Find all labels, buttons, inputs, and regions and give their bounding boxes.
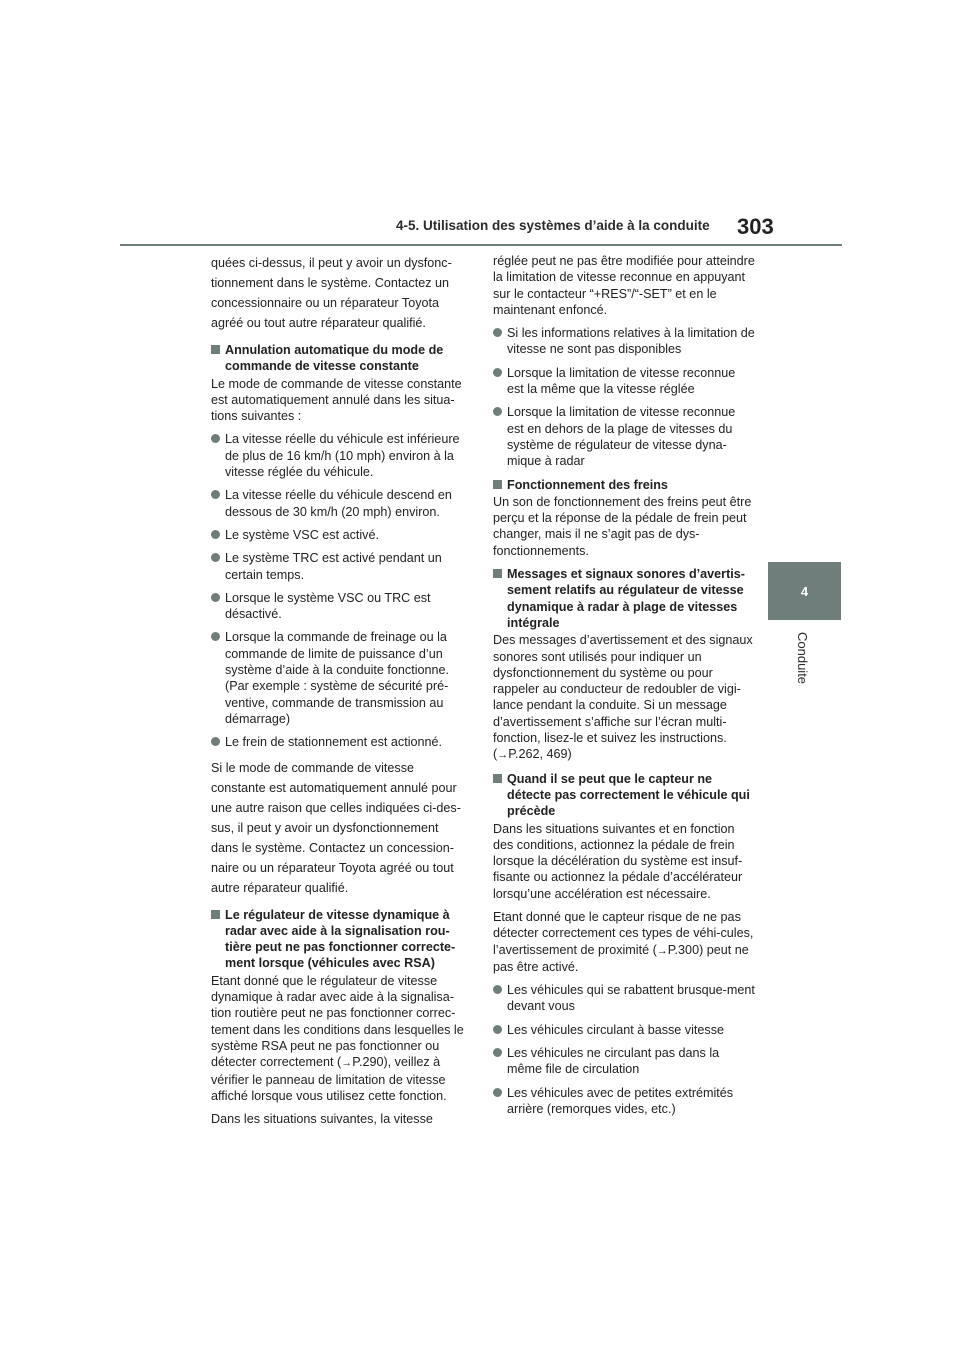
section-heading: Quand il se peut que le capteur ne détecte pas correctement le véhicule qui précède bbox=[493, 771, 755, 820]
circle-bullet-icon bbox=[493, 325, 507, 358]
square-bullet-icon bbox=[493, 771, 507, 820]
list-item: La vitesse réelle du véhicule est inférieure de plus de 16 km/h (10 mph) environ à la vitesse réglée du véhicule. bbox=[211, 431, 468, 480]
paragraph: Si le mode de commande de vitesse bbox=[211, 760, 415, 775]
circle-bullet-icon bbox=[493, 1085, 507, 1118]
page-header-title: 4-5. Utilisation des systèmes d’aide à la conduite bbox=[396, 218, 710, 233]
page-reference: P.300 bbox=[667, 942, 700, 957]
paragraph: Etant donné que le régulateur de vitesse dynamique à radar avec aide à la signalisa-tion routière peut ne pas fonctionner correc-tement dans les conditions dans lesquelles le système RSA peut ne pas fonctionner ou détecter correctement (→P.290), veillez à vérifier le panneau de limitation de vitesse affiché lorsque vous utilisez cette fonction. bbox=[211, 973, 464, 1103]
square-bullet-icon bbox=[211, 342, 225, 375]
section-heading: Annulation automatique du mode de commande de vitesse constante bbox=[211, 342, 468, 375]
list-item: Lorsque le système VSC ou TRC est désactivé. bbox=[211, 590, 468, 623]
circle-bullet-icon bbox=[211, 431, 225, 480]
paragraph: tionnement dans le système. Contactez un bbox=[211, 276, 450, 290]
section-heading: Messages et signaux sonores d’avertis-sement relatifs au régulateur de vitesse dynamique à radar à plage de vitesses intégrale bbox=[493, 566, 755, 631]
paragraph: quées ci-dessus, il peut y avoir un dysfonc- bbox=[211, 256, 452, 270]
list-item: Lorsque la limitation de vitesse reconnue est en dehors de la plage de vitesses du système de régulateur de vitesse dyna-mique à radar bbox=[493, 404, 755, 469]
paragraph: concessionnaire ou un réparateur Toyota bbox=[211, 296, 440, 310]
list-item: Les véhicules qui se rabattent brusque-ment devant vous bbox=[493, 982, 755, 1015]
arrow-right-icon: → bbox=[341, 1057, 353, 1070]
right-column bbox=[493, 253, 755, 1124]
list-item: Le système VSC est activé. bbox=[211, 527, 468, 543]
circle-bullet-icon bbox=[211, 629, 225, 727]
page-reference: P.290 bbox=[352, 1055, 384, 1070]
list-item: Lorsque la commande de freinage ou la commande de limite de puissance d’un système d’aide à la conduite fonctionne. (Par exemple : système de sécurité pré-ventive, commande de transmission au démarrage) bbox=[211, 629, 468, 727]
square-bullet-icon bbox=[493, 477, 507, 493]
section-heading: Le régulateur de vitesse dynamique à radar avec aide à la signalisation rou-tière peut ne pas fonctionner correcte-ment lorsque (véhicules avec RSA) bbox=[211, 907, 468, 972]
paragraph: Un son de fonctionnement des freins peut être perçu et la réponse de la pédale de frein peut changer, mais il ne s’agit pas de dys-fonctionnements. bbox=[493, 494, 752, 558]
paragraph: Dans les situations suivantes, la vitesse bbox=[211, 1112, 433, 1127]
paragraph: constante est automatiquement annulé pour bbox=[211, 780, 457, 795]
circle-bullet-icon bbox=[493, 404, 507, 469]
list-item: Le frein de stationnement est actionné. bbox=[211, 734, 468, 750]
circle-bullet-icon bbox=[493, 982, 507, 1015]
paragraph: Dans les situations suivantes et en fonction des conditions, actionnez la pédale de frein lorsque la décélération du système est insuf-fisante ou actionnez la pédale d’accélérateur lorsqu’une accélération est nécessaire. bbox=[493, 821, 743, 901]
section-heading: Fonctionnement des freins bbox=[493, 477, 755, 493]
circle-bullet-icon bbox=[211, 590, 225, 623]
paragraph: agréé ou tout autre réparateur qualifié. bbox=[211, 316, 426, 330]
paragraph: autre réparateur qualifié. bbox=[211, 880, 349, 895]
circle-bullet-icon bbox=[211, 527, 225, 543]
left-column bbox=[211, 253, 468, 1134]
paragraph: Etant donné que le capteur risque de ne pas détecter correctement ces types de véhi-cules, l’avertissement de proximité (→P.300) peut ne pas être activé. bbox=[493, 909, 754, 974]
page-reference: P.262, 469 bbox=[508, 747, 568, 762]
paragraph: Le mode de commande de vitesse constante est automatiquement annulé dans les situa-tions suivantes : bbox=[211, 376, 462, 424]
header-divider bbox=[120, 244, 842, 246]
chapter-label: Conduite bbox=[795, 632, 810, 685]
arrow-right-icon: → bbox=[497, 749, 509, 762]
circle-bullet-icon bbox=[493, 1022, 507, 1038]
list-item: Le système TRC est activé pendant un certain temps. bbox=[211, 550, 468, 583]
arrow-right-icon: → bbox=[656, 944, 668, 957]
list-item: Les véhicules avec de petites extrémités arrière (remorques vides, etc.) bbox=[493, 1085, 755, 1118]
list-item: Les véhicules circulant à basse vitesse bbox=[493, 1022, 755, 1038]
list-item: Si les informations relatives à la limitation de vitesse ne sont pas disponibles bbox=[493, 325, 755, 358]
paragraph: une autre raison que celles indiquées ci-des- bbox=[211, 800, 461, 815]
circle-bullet-icon bbox=[493, 365, 507, 398]
circle-bullet-icon bbox=[211, 550, 225, 583]
paragraph: Des messages d’avertissement et des signaux sonores sont utilisés pour indiquer un dysfonctionnement du système ou pour rappeler au conducteur de redoubler de vigi-lance pendant la conduite. Si un message d’avertissement s’affiche sur l’écran multi-fonction, lisez-le et suivez les instructions. (→P.262, 469) bbox=[493, 633, 753, 762]
chapter-tab bbox=[768, 562, 841, 620]
square-bullet-icon bbox=[211, 907, 225, 972]
page-number: 303 bbox=[737, 214, 774, 239]
paragraph: dans le système. Contactez un concession- bbox=[211, 840, 454, 855]
circle-bullet-icon bbox=[493, 1045, 507, 1078]
chapter-number: 4 bbox=[800, 583, 809, 599]
list-item: La vitesse réelle du véhicule descend en dessous de 30 km/h (20 mph) environ. bbox=[211, 487, 468, 520]
circle-bullet-icon bbox=[211, 487, 225, 520]
paragraph: réglée peut ne pas être modifiée pour atteindre la limitation de vitesse reconnue en appuyant sur le contacteur “+RES”/“-SET” et en le maintenant enfoncé. bbox=[493, 254, 755, 317]
paragraph: naire ou un réparateur Toyota agréé ou tout bbox=[211, 860, 454, 875]
paragraph: sus, il peut y avoir un dysfonctionnement bbox=[211, 820, 439, 835]
square-bullet-icon bbox=[493, 566, 507, 631]
list-item: Lorsque la limitation de vitesse reconnue est la même que la vitesse réglée bbox=[493, 365, 755, 398]
list-item: Les véhicules ne circulant pas dans la même file de circulation bbox=[493, 1045, 755, 1078]
circle-bullet-icon bbox=[211, 734, 225, 750]
